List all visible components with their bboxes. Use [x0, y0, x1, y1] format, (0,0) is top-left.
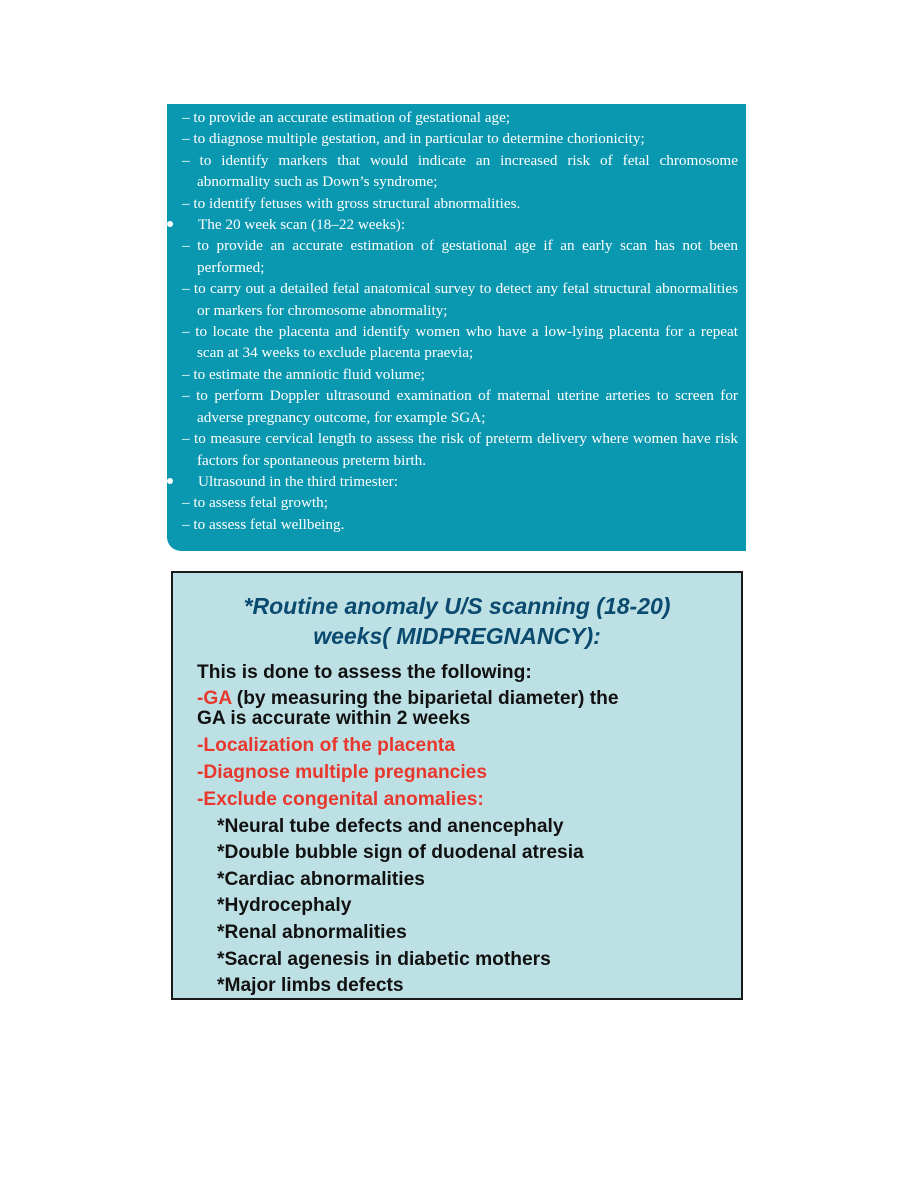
anomaly-item: *Hydrocephaly — [217, 895, 352, 916]
slide-title-line-2: weeks( MIDPREGNANCY): — [313, 623, 601, 649]
panel-line: – to identify markers that would indicate an increased risk of fetal chromosome abnormality such as Down’s syndrome; — [182, 151, 738, 191]
panel-line: – to perform Doppler ultrasound examination of maternal uterine arteries to screen for adverse pregnancy outcome, for example SGA; — [182, 387, 738, 426]
anomaly-item: *Cardiac abnormalities — [217, 869, 425, 890]
panel-line: – to carry out a detailed fetal anatomical survey to detect any fetal structural abnormalities or markers for chromosome abnormality; — [182, 280, 738, 319]
slide-localization: -Localization of the placenta — [197, 735, 455, 756]
bullet-icon — [167, 478, 173, 484]
panel-line: – to locate the placenta and identify women who have a low-lying placenta for a repeat scan at 34 weeks to exclude placenta praevia; — [182, 323, 738, 362]
ga-rest: (by measuring the biparietal diameter) the — [231, 688, 619, 709]
panel-bullet-line — [182, 471, 738, 492]
panel-line: – to assess fetal growth; — [182, 494, 328, 512]
panel-line: – to assess fetal wellbeing. — [182, 515, 345, 533]
panel-bullet-text: The 20 week scan (18–22 weeks): — [198, 216, 406, 234]
slide-title — [173, 591, 741, 651]
slide-exclude: -Exclude congenital anomalies: — [197, 789, 484, 810]
anomaly-item: *Double bubble sign of duodenal atresia — [217, 842, 584, 863]
slide-ga-line-2: GA is accurate within 2 weeks — [197, 708, 471, 729]
anomaly-item: *Renal abnormalities — [217, 922, 407, 943]
panel-line: – to diagnose multiple gestation, and in particular to determine chorionicity; — [182, 130, 645, 148]
panel-line: – to provide an accurate estimation of gestational age; — [182, 109, 511, 126]
slide-intro: This is done to assess the following: — [197, 662, 532, 683]
anomaly-item: *Major limbs defects — [217, 975, 404, 996]
scan-purposes-panel — [167, 104, 746, 551]
slide-title-line-1: *Routine anomaly U/S scanning (18-20) — [243, 593, 671, 619]
panel-bullet-line — [182, 214, 738, 235]
ga-prefix: -GA — [197, 688, 232, 709]
panel-line: – to estimate the amniotic fluid volume; — [182, 365, 425, 383]
bullet-icon — [167, 221, 173, 227]
anomaly-item: *Neural tube defects and anencephaly — [217, 816, 564, 837]
anomaly-scan-slide — [171, 571, 743, 1000]
slide-ga-line — [197, 689, 619, 709]
panel-line: – to provide an accurate estimation of gestational age if an early scan has not been performed; — [182, 237, 738, 276]
panel-bullet-text: Ultrasound in the third trimester: — [198, 472, 398, 490]
anomaly-item: *Sacral agenesis in diabetic mothers — [217, 949, 551, 970]
panel-line: – to identify fetuses with gross structural abnormalities. — [182, 194, 521, 212]
panel-line: – to measure cervical length to assess the risk of preterm delivery where women have risk factors for spontaneous preterm birth. — [182, 430, 738, 469]
slide-multiple: -Diagnose multiple pregnancies — [197, 762, 488, 783]
